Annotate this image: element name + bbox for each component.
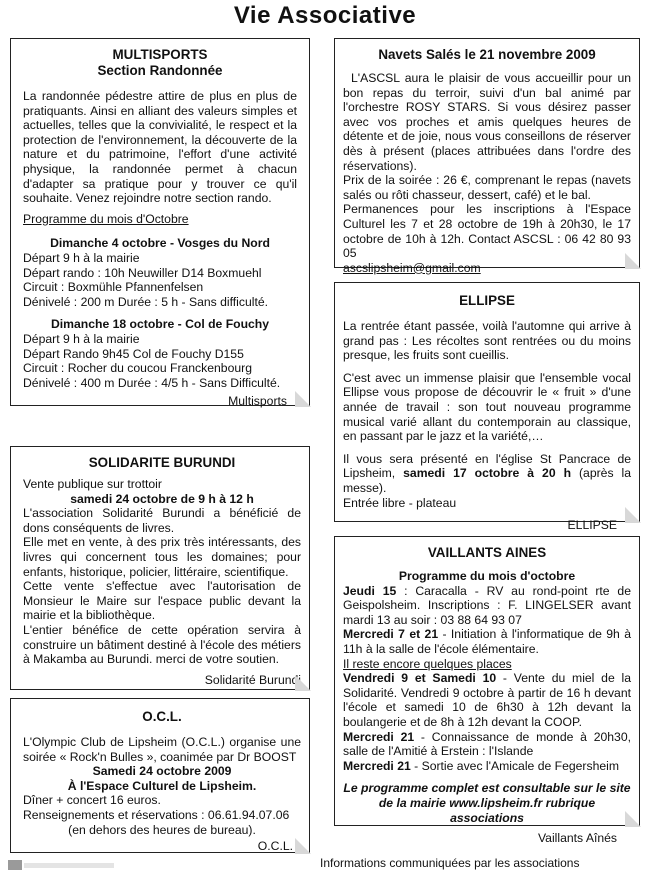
vaillants-item-text: - Connaissance de monde à 20h30, salle de l'Amitié à Erstein : l'Islande (343, 729, 631, 759)
vaillants-programme: Programme du mois d'octobre (398, 569, 576, 583)
event1-title: Dimanche 4 octobre - Vosges du Nord (50, 236, 270, 251)
burundi-date: samedi 24 octobre de 9 h à 12 h (70, 491, 254, 506)
ocl-line1: Dîner + concert 16 euros. (23, 793, 161, 808)
ocl-title: O.C.L. (142, 709, 182, 724)
event2-line: Départ Rando 9h45 Col de Fouchy D155 (23, 346, 244, 361)
event1-line: Départ 9 h à la mairie (23, 250, 140, 265)
vaillants-item (343, 759, 631, 774)
ellipse-p4: Entrée libre - plateau (343, 495, 457, 510)
corner-mark (8, 860, 22, 870)
vaillants-item-text: - Vente du miel de la Solidarité. Vendredi 9 octobre à partir de 16 h devant l'école et samedi 10 de 6h30 à 12h devant la boulangerie et de 8h à 12h devant la COOP. (343, 671, 631, 729)
ellipse-p1: La rentrée étant passée, voilà l'automne qui arrive à grand pas : Les récoltes sont rentrées ou du moins presque, les fruits sont cueillis. (343, 319, 631, 363)
vaillants-item-text: : Caracalla - RV au rond-point rte de Geispolsheim. Inscriptions : F. LINGELSER avant mardi 13 au soir : 03 88 64 93 07 (343, 583, 631, 627)
vaillants-note: Le programme complet est consultable sur le site de la mairie www.lipsheim.fr rubrique associations (343, 781, 631, 825)
event2-line: Dénivelé : 400 m Durée : 4/5 h - Sans Difficulté. (23, 375, 281, 390)
multisports-subtitle: Section Randonnée (97, 63, 223, 78)
burundi-box (10, 446, 310, 690)
vaillants-box (334, 536, 640, 846)
vaillants-item-lead: Mercredi 7 et 21 (343, 627, 439, 642)
vaillants-item (343, 627, 631, 656)
ellipse-signature: ELLIPSE (567, 518, 617, 533)
vaillants-item-lead: Mercredi 21 (343, 758, 411, 773)
event2-line: Circuit : Rocher du coucou Franckenbourg (23, 361, 252, 376)
event1-line: Circuit : Boxmühle Pfannenfelsen (23, 280, 204, 295)
vaillants-item-lead: Jeudi 15 (343, 583, 397, 598)
ellipse-p3 (343, 452, 631, 496)
navets-p1: L'ASCSL aura le plaisir de vous accueillir pour un bon repas du terroir, suivi d'un bal animé par l'orchestre ROSY STARS. Si vous désirez passer avec vos proches et amis quelques heures de détente et de joie, nous vous conseillons de réserver dès à présent (places attribuées dans l'ordre des réservations). (343, 71, 631, 173)
vaillants-item (343, 671, 631, 729)
ocl-signature: O.C.L. (257, 839, 293, 854)
event1-line: Dénivelé : 200 m Durée : 5 h - Sans difficulté. (23, 294, 269, 309)
vaillants-signature: Vaillants Aînés (537, 831, 617, 846)
navets-title: Navets Salés le 21 novembre 2009 (378, 47, 596, 62)
multisports-title: MULTISPORTS (112, 47, 208, 62)
navets-email-link[interactable]: ascslipsheim@gmail.com (343, 260, 481, 275)
ellipse-p2: C'est avec un immense plaisir que l'ensemble vocal Ellipse vous propose de découvrir le « fruit » d'une année de travail : son tout nouveau programme musical varié allant du contemporain au classique, en passant par le jazz et la variété,… (343, 370, 631, 444)
ocl-box (10, 698, 310, 853)
event2-line: Départ 9 h à la mairie (23, 331, 140, 346)
footer-note: Informations communiquées par les associations (320, 856, 580, 870)
ocl-date: Samedi 24 octobre 2009 (92, 764, 232, 779)
multisports-signature: Multisports (228, 394, 287, 409)
vaillants-places: Il reste encore quelques places (343, 656, 512, 671)
navets-p3: Permanences pour les inscriptions à l'Espace Culturel les 7 et 28 octobre de 19h à 20h30, le 17 octobre de 10h à 12h. Contact ASCSL : 06 42 80 93 05 (343, 202, 631, 261)
ellipse-title: ELLIPSE (459, 293, 515, 308)
vaillants-item-text: - Initiation à l'informatique de 9h à 11h à la salle de l'école élémentaire. (343, 627, 631, 656)
ellipse-box (334, 282, 640, 533)
event2-title: Dimanche 18 octobre - Col de Fouchy (50, 317, 270, 332)
ocl-intro: L'Olympic Club de Lipsheim (O.C.L.) organise une soirée « Rock'n Bulles », coanimée par Dr BOOST (23, 735, 301, 764)
vaillants-title: VAILLANTS AINES (427, 545, 547, 560)
multisports-intro: La randonnée pédestre attire de plus en plus de pratiquants. Ainsi en alliant des valeurs simples et actuelles, telles que la convivialité, le respect et la protection de l'environnement, la découverte de la nature et du patrimoine, l'effort d'une activité physique, la randonnée permet à chacun d'adapter sa pratique pour y trouver ce qu'il souhaite. Venez rejoindre notre section rando. (23, 89, 297, 206)
burundi-paragraph: L'entier bénéfice de cette opération servira à construire un bâtiment destiné à l'école des métiers à Makamba au Burundi. merci de votre soutien. (23, 622, 301, 667)
corner-strip (24, 863, 114, 868)
burundi-signature: Solidarité Burundi (204, 672, 301, 687)
ellipse-p3-date: samedi 17 octobre à 20 h (403, 466, 572, 481)
burundi-line1: Vente publique sur trottoir (23, 477, 162, 491)
burundi-paragraph: L'association Solidarité Burundi a bénéficié de dons conséquents de livres. (23, 506, 301, 535)
ellipse-p3-c: (après la messe). (343, 466, 632, 495)
vaillants-item-text: - Sortie avec l'Amicale de Fegersheim (410, 758, 619, 773)
burundi-title: SOLIDARITE BURUNDI (88, 455, 236, 470)
burundi-paragraph: Elle met en vente, à des prix très intéressants, des livres qui concernent tous les domaines; pour enfants, historique, policier, littéraire, scientifique. (23, 535, 301, 579)
page-title: Vie Associative (233, 2, 417, 29)
event1-line: Départ rando : 10h Neuwiller D14 Boxmuehl (23, 265, 262, 280)
multisports-box (10, 38, 310, 409)
vaillants-item-lead: Vendredi 9 et Samedi 10 (343, 671, 497, 686)
navets-box (334, 38, 640, 275)
multisports-programme: Programme du mois d'Octobre (23, 211, 189, 226)
navets-p2: Prix de la soirée : 26 €, comprenant le repas (navets salés ou rôti chasseur, dessert, café) et le bal. (343, 173, 631, 202)
ellipse-p3-a: Il vous sera présenté en l'église St Pancrace de Lipsheim, (343, 451, 631, 481)
burundi-paragraph: Cette vente s'effectue avec l'autorisation de Monsieur le Maire sur l'espace public devant la mairie et la bibliothèque. (23, 579, 301, 623)
vaillants-item (343, 584, 631, 628)
vaillants-item-lead: Mercredi 21 (343, 729, 415, 744)
ocl-line3: (en dehors des heures de bureau). (68, 822, 256, 837)
ocl-place: À l'Espace Culturel de Lipsheim. (67, 778, 257, 793)
ocl-line2: Renseignements et réservations : 06.61.94.07.06 (23, 807, 290, 822)
vaillants-item (343, 730, 631, 759)
